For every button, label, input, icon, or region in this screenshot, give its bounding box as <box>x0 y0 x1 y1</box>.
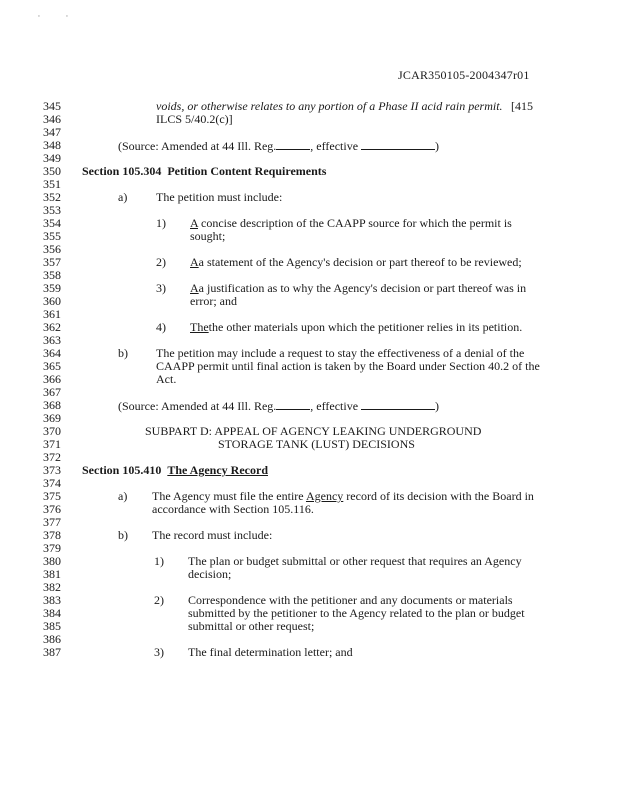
line-number: 353 <box>43 203 61 217</box>
record-item-1-cont: decision; <box>188 567 232 581</box>
subsection-text-b: The petition may include a request to stay the effectiveness of a denial of the <box>156 346 525 360</box>
citation-bracket: [415 <box>511 99 533 113</box>
line-number: 371 <box>43 437 61 451</box>
line-number: 354 <box>43 216 61 230</box>
document-id: JCAR350105-2004347r01 <box>398 68 530 82</box>
line-number: 381 <box>43 567 61 581</box>
line-number: 377 <box>43 515 61 529</box>
line-number: 382 <box>43 580 61 594</box>
line-number: 380 <box>43 554 61 568</box>
subsection-label-b: b) <box>118 528 128 542</box>
line-number: 363 <box>43 333 61 347</box>
blank-field <box>361 399 435 410</box>
record-item-1: The plan or budget submittal or other request that requires an Agency <box>188 554 522 568</box>
line-number: 384 <box>43 606 61 620</box>
item-number: 3) <box>154 645 164 659</box>
line-number: 383 <box>43 593 61 607</box>
line-number: 346 <box>43 112 61 126</box>
line-number: 355 <box>43 229 61 243</box>
blank-field <box>276 139 310 150</box>
source-note-1: (Source: Amended at 44 Ill. Reg. , effective ) <box>118 139 440 153</box>
source-note-2: (Source: Amended at 44 Ill. Reg. , effective ) <box>118 399 440 413</box>
record-item-3: The final determination letter; and <box>188 645 353 659</box>
line-number: 362 <box>43 320 61 334</box>
item-3-text-cont: error; and <box>190 294 237 308</box>
section-heading-105-410: Section 105.410 The Agency Record <box>82 463 268 477</box>
subsection-label-a: a) <box>118 190 128 204</box>
line-number: 376 <box>43 502 61 516</box>
item-number: 2) <box>156 255 166 269</box>
item-number: 4) <box>156 320 166 334</box>
line-number: 349 <box>43 151 61 165</box>
line-number: 352 <box>43 190 61 204</box>
line-number: 345 <box>43 99 61 113</box>
line-number: 386 <box>43 632 61 646</box>
line-number: 373 <box>43 463 61 477</box>
subsection-text-a2: The Agency must file the entire Agency record of its decision with the Board in <box>152 489 534 503</box>
subpart-heading: SUBPART D: APPEAL OF AGENCY LEAKING UNDERGROUND <box>145 424 482 438</box>
scan-mark: ' <box>38 14 40 22</box>
line-number: 372 <box>43 450 61 464</box>
line-number: 365 <box>43 359 61 373</box>
line-number: 350 <box>43 164 61 178</box>
item-3-text: Aa justification as to why the Agency's decision or part thereof was in <box>190 281 527 295</box>
blank-field <box>276 399 310 410</box>
subsection-label-b: b) <box>118 346 128 360</box>
line-number: 358 <box>43 268 61 282</box>
scan-mark: ' <box>66 14 68 22</box>
item-number: 2) <box>154 593 164 607</box>
item-2-text: Aa statement of the Agency's decision or part thereof to be reviewed; <box>190 255 522 269</box>
line-number: 375 <box>43 489 61 503</box>
line-number: 360 <box>43 294 61 308</box>
subsection-text-b2: The record must include: <box>152 528 273 542</box>
line-number: 364 <box>43 346 61 360</box>
section-heading-105-304: Section 105.304 Petition Content Requirements <box>82 164 327 178</box>
item-1-text: A concise description of the CAAPP source for which the permit is <box>190 216 512 230</box>
record-item-2: Correspondence with the petitioner and any documents or materials <box>188 593 513 607</box>
subsection-text-b-cont: Act. <box>156 372 177 386</box>
line-number: 359 <box>43 281 61 295</box>
line-number: 368 <box>43 398 61 412</box>
line-number: 356 <box>43 242 61 256</box>
line-number: 351 <box>43 177 61 191</box>
line-number: 357 <box>43 255 61 269</box>
line-number: 369 <box>43 411 61 425</box>
line-number: 366 <box>43 372 61 386</box>
text-line-346: ILCS 5/40.2(c)] <box>156 112 233 126</box>
line-number: 348 <box>43 138 61 152</box>
item-number: 1) <box>156 216 166 230</box>
line-number: 378 <box>43 528 61 542</box>
line-number: 385 <box>43 619 61 633</box>
line-number: 367 <box>43 385 61 399</box>
item-number: 1) <box>154 554 164 568</box>
line-number: 370 <box>43 424 61 438</box>
item-1-text-cont: sought; <box>190 229 226 243</box>
line-number: 361 <box>43 307 61 321</box>
subsection-text-a2-cont: accordance with Section 105.116. <box>152 502 314 516</box>
line-number: 347 <box>43 125 61 139</box>
subsection-text-a: The petition must include: <box>156 190 283 204</box>
blank-field <box>361 139 435 150</box>
subsection-label-a: a) <box>118 489 128 503</box>
item-4-text: Thethe other materials upon which the petitioner relies in its petition. <box>190 320 523 334</box>
subpart-heading-cont: STORAGE TANK (LUST) DECISIONS <box>218 437 415 451</box>
line-number: 379 <box>43 541 61 555</box>
line-number: 387 <box>43 645 61 659</box>
line-number: 374 <box>43 476 61 490</box>
text-line-345: voids, or otherwise relates to any portion of a Phase II acid rain permit. <box>156 99 503 113</box>
record-item-2-cont: submittal or other request; <box>188 619 315 633</box>
item-number: 3) <box>156 281 166 295</box>
record-item-2-cont: submitted by the petitioner to the Agency related to the plan or budget <box>188 606 525 620</box>
subsection-text-b-cont: CAAPP permit until final action is taken by the Board under Section 40.2 of the <box>156 359 540 373</box>
